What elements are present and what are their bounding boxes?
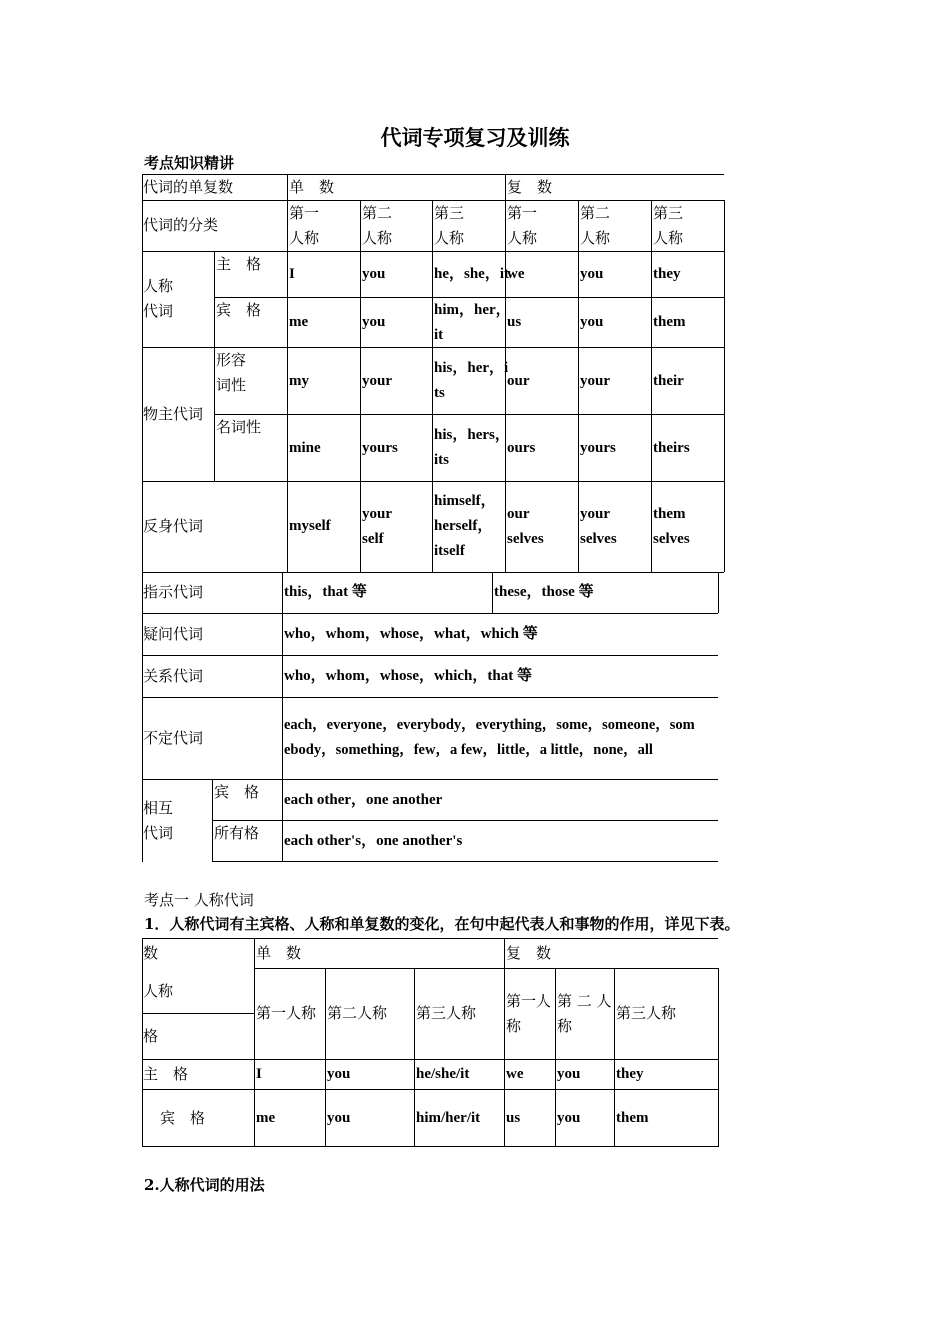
header-classification: 代词的分类	[143, 216, 219, 234]
row-personal-pronoun: 人称 代词	[143, 277, 174, 320]
person-header: 第二 人称	[362, 204, 393, 247]
cell: his，hers， its	[434, 427, 510, 468]
person-header: 第二 人称	[580, 204, 611, 247]
cell: ours	[507, 440, 536, 456]
person-header: 第一 人称	[289, 204, 320, 247]
person-header: 第二人称	[327, 1004, 388, 1022]
header-plural: 复 数	[506, 944, 552, 962]
header-case: 格	[143, 1027, 159, 1045]
cell: you	[580, 314, 604, 330]
header-singular: 单 数	[289, 178, 335, 196]
cell: me	[256, 1110, 276, 1126]
cell: mine	[289, 440, 321, 456]
person-header: 第一人 称	[506, 992, 552, 1035]
point2-title: 2.人称代词的用法	[144, 1176, 265, 1194]
cell: you	[327, 1110, 351, 1126]
subject-case-label: 主 格	[216, 255, 262, 273]
cell: you	[580, 266, 604, 282]
header-singular-plural: 代词的单复数	[143, 178, 234, 196]
cell: him，her， it	[434, 302, 511, 343]
cell: us	[506, 1110, 521, 1126]
cell: himself， herself， itself	[434, 493, 496, 559]
cell: theirs	[653, 440, 690, 456]
cell: your self	[362, 506, 392, 547]
cell: your	[362, 373, 392, 389]
header-singular: 单 数	[256, 944, 302, 962]
cell: my	[289, 373, 309, 389]
person-header: 第一 人称	[507, 204, 538, 247]
cell: them	[616, 1110, 649, 1126]
noun-form-label: 名词性	[216, 418, 262, 436]
subject-case-label: 主 格	[143, 1065, 189, 1083]
cell: your selves	[580, 506, 617, 547]
cell: we	[506, 1066, 524, 1082]
cell: our selves	[507, 506, 544, 547]
cell: he，she，it	[434, 266, 510, 282]
row-possessive-pronoun: 物主代词	[143, 405, 204, 423]
cell: your	[580, 373, 610, 389]
cell: myself	[289, 518, 331, 534]
cell: these，those 等	[494, 584, 594, 600]
header-number: 数	[143, 944, 159, 962]
page-title: 代词专项复习及训练	[380, 125, 570, 150]
cell: ebody，something，few，a few，little，a little，none，all	[284, 742, 653, 758]
cell: who，whom，whose，which，that 等	[284, 668, 532, 684]
cell: you	[362, 266, 386, 282]
cell: our	[507, 373, 530, 389]
possessive-case-label: 所有格	[214, 824, 260, 842]
cell: I	[289, 266, 295, 282]
cell: them selves	[653, 506, 690, 547]
cell: him/her/it	[416, 1110, 481, 1126]
point1-title: 考点一 人称代词	[144, 891, 254, 909]
row-relative-pronoun: 关系代词	[143, 667, 204, 685]
cell: you	[327, 1066, 351, 1082]
person-header: 第三 人称	[653, 204, 684, 247]
cell: we	[507, 266, 525, 282]
object-case-label: 宾 格	[216, 301, 262, 319]
person-header: 第三人称	[416, 1004, 477, 1022]
person-header: 第一人称	[256, 1004, 317, 1022]
person-header: 第三 人称	[434, 204, 465, 247]
section-label: 考点知识精讲	[144, 154, 235, 172]
cell: I	[256, 1066, 262, 1082]
cell: each，everyone，everybody，everything，some，someone，som	[284, 717, 695, 733]
cell: their	[653, 373, 684, 389]
cell: this，that 等	[284, 584, 367, 600]
point1-description: 1．人称代词有主宾格、人称和单复数的变化，在句中起代表人和事物的作用，详见下表。	[144, 915, 740, 933]
adjective-form-label: 形容 词性	[216, 351, 247, 394]
cell: you	[362, 314, 386, 330]
cell: them	[653, 314, 686, 330]
person-header: 第 二 人 称	[557, 992, 612, 1035]
cell: each other，one another	[284, 792, 443, 808]
row-demonstrative-pronoun: 指示代词	[143, 583, 204, 601]
cell: each other's，one another's	[284, 833, 463, 849]
cell: yours	[362, 440, 398, 456]
cell: yours	[580, 440, 616, 456]
row-reciprocal-pronoun: 相互 代词	[143, 799, 174, 842]
cell: me	[289, 314, 309, 330]
cell: you	[557, 1110, 581, 1126]
cell: they	[653, 266, 681, 282]
cell: he/she/it	[416, 1066, 470, 1082]
object-case-label: 宾 格	[214, 783, 260, 801]
cell: they	[616, 1066, 644, 1082]
row-interrogative-pronoun: 疑问代词	[143, 625, 204, 643]
cell: who，whom，whose，what，which 等	[284, 626, 538, 642]
cell: us	[507, 314, 522, 330]
object-case-label: 宾 格	[160, 1109, 206, 1127]
row-indefinite-pronoun: 不定代词	[143, 729, 204, 747]
person-header: 第三人称	[616, 1004, 677, 1022]
row-reflexive-pronoun: 反身代词	[143, 517, 204, 535]
header-plural: 复 数	[507, 178, 553, 196]
cell: his，her，i ts	[434, 360, 509, 401]
cell: you	[557, 1066, 581, 1082]
header-person: 人称	[143, 982, 174, 1000]
